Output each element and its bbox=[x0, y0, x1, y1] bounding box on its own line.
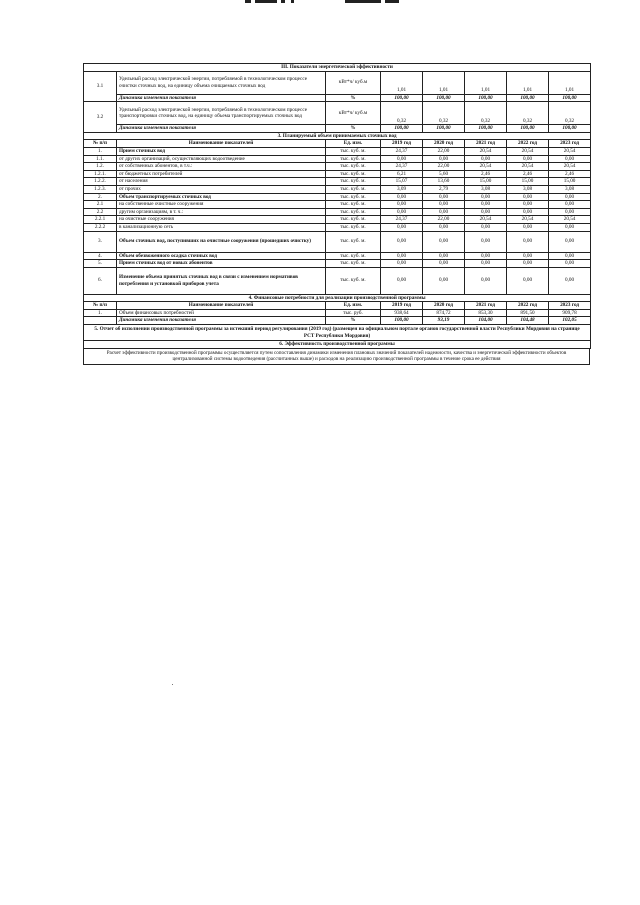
table-row bbox=[84, 193, 591, 201]
header-year: 2020 год bbox=[423, 140, 465, 148]
table-row bbox=[84, 185, 591, 193]
row-value: 0,00 bbox=[423, 208, 465, 216]
row-value: 0,00 bbox=[549, 208, 591, 216]
section6-text: Расчет эффективности производственной программы осуществляется путем сопоставления динамики изменения плановых значений показателей надежности, качества и энергетической эффективности объектов централизованной системы водоотведения (рассчитанных выше) и расходов на реализацию производственной программы в течение срока ее действия bbox=[83, 349, 590, 365]
dynamics-label: Динамика изменения показателя bbox=[117, 94, 326, 102]
row-value: 104,00 bbox=[465, 317, 507, 325]
header-year: 2021 год bbox=[465, 302, 507, 310]
row-name: Удельный расход электрической энергии, потребляемой в технологическом процессе очистки сточных вод, на единицу объема очищаемых сточных вод bbox=[117, 71, 326, 94]
row-value: 853,30 bbox=[465, 309, 507, 317]
row-value: 100,00 bbox=[465, 94, 507, 102]
row-value: 22,00 bbox=[423, 163, 465, 171]
table-row bbox=[84, 317, 591, 325]
row-value: 3,09 bbox=[381, 185, 423, 193]
header-num: № п/п bbox=[84, 140, 117, 148]
header-year: 2022 год bbox=[507, 302, 549, 310]
row-number: 1.2.3. bbox=[84, 185, 117, 193]
row-value: 0,00 bbox=[465, 231, 507, 252]
row-number: 6. bbox=[84, 267, 117, 294]
row-unit: тыс. куб. м. bbox=[326, 231, 381, 252]
row-unit: тыс. куб. м. bbox=[326, 201, 381, 209]
row-unit: тыс. куб. м. bbox=[326, 163, 381, 171]
row-value: 0,00 bbox=[381, 193, 423, 201]
row-name: Прием сточных вод от новых абонентов bbox=[117, 260, 326, 268]
row-value: 0,00 bbox=[465, 155, 507, 163]
section-title: 3. Планируемый объем принимаемых сточных вод bbox=[84, 133, 591, 140]
header-year: 2019 год bbox=[381, 302, 423, 310]
row-unit: тыс. куб. м. bbox=[326, 223, 381, 231]
row-number: 2.2 bbox=[84, 208, 117, 216]
row-value: 0,00 bbox=[381, 231, 423, 252]
row-value: 3,08 bbox=[507, 185, 549, 193]
row-value: 20,54 bbox=[549, 216, 591, 224]
scan-artifact bbox=[245, 0, 405, 4]
header-year: 2020 год bbox=[423, 302, 465, 310]
row-value: 20,54 bbox=[549, 147, 591, 155]
document-page bbox=[83, 63, 590, 365]
row-unit: тыс. куб. м. bbox=[326, 193, 381, 201]
row-unit: кВт*ч/ куб.м bbox=[326, 71, 381, 94]
row-value: 0,00 bbox=[549, 260, 591, 268]
row-value: 0,00 bbox=[381, 223, 423, 231]
section-title: 4. Финансовые потребности для реализации производственной программы bbox=[84, 295, 591, 302]
header-num: № п/п bbox=[84, 302, 117, 310]
row-value: 1,01 bbox=[423, 71, 465, 94]
table-row bbox=[84, 94, 591, 102]
header-name: Наименование показателей bbox=[117, 140, 326, 148]
row-value: 22,00 bbox=[423, 216, 465, 224]
row-value: 100,00 bbox=[381, 94, 423, 102]
row-number: 2.2.2 bbox=[84, 223, 117, 231]
row-name: Изменение объема принятых сточных вод в связи с изменением нормативов потребления и установкой приборов учета bbox=[117, 267, 326, 294]
row-value: 0,00 bbox=[507, 231, 549, 252]
row-number: 3.1 bbox=[84, 71, 117, 102]
row-name: от прочих bbox=[117, 185, 326, 193]
row-value: 0,00 bbox=[465, 267, 507, 294]
row-value: 0,00 bbox=[381, 260, 423, 268]
row-value: 22,00 bbox=[423, 147, 465, 155]
row-value: 0,32 bbox=[381, 102, 423, 125]
header-unit: Ед. изм. bbox=[326, 302, 381, 310]
row-value: 100,00 bbox=[507, 94, 549, 102]
row-value: 20,54 bbox=[465, 163, 507, 171]
dynamics-label: Динамика изменения показателя bbox=[117, 125, 326, 133]
row-value: 0,00 bbox=[423, 260, 465, 268]
row-value: 0,32 bbox=[423, 102, 465, 125]
row-number: 1. bbox=[84, 147, 117, 155]
row-value: 0,00 bbox=[465, 208, 507, 216]
row-value: 0,00 bbox=[549, 193, 591, 201]
row-unit: тыс. куб. м. bbox=[326, 267, 381, 294]
header-year: 2023 год bbox=[549, 302, 591, 310]
row-value: 0,00 bbox=[423, 201, 465, 209]
table-row bbox=[84, 231, 591, 252]
row-value: 100,00 bbox=[465, 125, 507, 133]
row-value: 0,00 bbox=[381, 252, 423, 260]
row-unit: % bbox=[326, 125, 381, 133]
row-value: 0,00 bbox=[549, 252, 591, 260]
row-value: 0,00 bbox=[549, 267, 591, 294]
row-unit: % bbox=[326, 94, 381, 102]
row-value: 0,00 bbox=[381, 208, 423, 216]
header-unit: Ед. изм. bbox=[326, 140, 381, 148]
row-name: Прием сточных вод bbox=[117, 147, 326, 155]
row-value: 938,64 bbox=[381, 309, 423, 317]
row-value: 100,00 bbox=[381, 317, 423, 325]
row-value: 0,00 bbox=[465, 252, 507, 260]
row-value: 24,37 bbox=[381, 216, 423, 224]
row-unit: тыс. куб. м. bbox=[326, 155, 381, 163]
row-value: 15,00 bbox=[507, 178, 549, 186]
row-value: 5,60 bbox=[423, 170, 465, 178]
table-row bbox=[84, 178, 591, 186]
row-name: Объем транспортируемых сточных вод bbox=[117, 193, 326, 201]
row-value: 891,50 bbox=[507, 309, 549, 317]
row-value: 0,00 bbox=[465, 223, 507, 231]
row-number: 3.2 bbox=[84, 102, 117, 133]
row-value: 909,78 bbox=[549, 309, 591, 317]
row-value: 100,00 bbox=[423, 125, 465, 133]
row-value: 24,37 bbox=[381, 163, 423, 171]
section-title: 6. Эффективность производственной программы bbox=[84, 341, 591, 349]
header-year: 2023 год bbox=[549, 140, 591, 148]
table-row bbox=[84, 309, 591, 317]
row-value: 0,00 bbox=[507, 201, 549, 209]
row-value: 104,48 bbox=[507, 317, 549, 325]
row-number: 2.1 bbox=[84, 201, 117, 209]
table-row bbox=[84, 201, 591, 209]
row-value: 24,37 bbox=[381, 147, 423, 155]
row-value: 0,32 bbox=[549, 102, 591, 125]
row-value: 0,00 bbox=[507, 223, 549, 231]
row-value: 0,00 bbox=[549, 155, 591, 163]
row-value: 6,21 bbox=[381, 170, 423, 178]
row-value: 15,00 bbox=[549, 178, 591, 186]
table-row bbox=[84, 163, 591, 171]
row-name: Объем сточных вод, поступивших на очистные сооружения (прошедших очистку) bbox=[117, 231, 326, 252]
row-value: 0,00 bbox=[549, 231, 591, 252]
row-name: на очистные сооружения bbox=[117, 216, 326, 224]
row-name: от бюджетных потребителей bbox=[117, 170, 326, 178]
row-value: 3,08 bbox=[549, 185, 591, 193]
table-row bbox=[84, 102, 591, 125]
header-year: 2019 год bbox=[381, 140, 423, 148]
table-row bbox=[84, 252, 591, 260]
row-unit: тыс. куб. м. bbox=[326, 252, 381, 260]
row-value: 0,00 bbox=[507, 208, 549, 216]
row-unit: кВт*ч/ куб.м bbox=[326, 102, 381, 125]
row-value: 2,79 bbox=[423, 185, 465, 193]
row-name: на собственные очистные сооружения bbox=[117, 201, 326, 209]
row-value: 100,00 bbox=[381, 125, 423, 133]
row-value: 0,00 bbox=[507, 267, 549, 294]
row-value: 100,00 bbox=[549, 125, 591, 133]
row-value: 13,60 bbox=[423, 178, 465, 186]
row-value: 20,54 bbox=[507, 163, 549, 171]
energy-table bbox=[83, 63, 591, 133]
row-name: другим организациям, в т. ч.: bbox=[117, 208, 326, 216]
row-value: 0,00 bbox=[507, 252, 549, 260]
row-name: Удельный расход электрической энергии, потребляемой в технологическом процессе транспортировки сточных вод, на единицу объема транспортируемых сточных вод bbox=[117, 102, 326, 125]
row-value: 0,32 bbox=[507, 102, 549, 125]
row-value: 1,01 bbox=[381, 71, 423, 94]
row-value: 15,07 bbox=[381, 178, 423, 186]
row-value: 0,00 bbox=[507, 260, 549, 268]
row-value: 100,00 bbox=[507, 125, 549, 133]
row-value: 20,54 bbox=[507, 147, 549, 155]
row-number: 1.1. bbox=[84, 155, 117, 163]
section5-report: 5. Отчет об исполнении производственной программы за истекший период регулирования (2019 год) (размещен на официальном портале органов государственной власти Республики Мордовия на странице РСТ Республики Мордовия) bbox=[84, 325, 591, 341]
row-name: от населения bbox=[117, 178, 326, 186]
table-row bbox=[84, 147, 591, 155]
row-unit: тыс. куб. м. bbox=[326, 178, 381, 186]
row-value: 0,00 bbox=[465, 201, 507, 209]
row-number: 1. bbox=[84, 309, 117, 317]
row-unit: тыс. руб. bbox=[326, 309, 381, 317]
row-value: 93,19 bbox=[423, 317, 465, 325]
row-value: 0,00 bbox=[465, 193, 507, 201]
row-number: 4. bbox=[84, 252, 117, 260]
row-value: 0,00 bbox=[423, 267, 465, 294]
row-value: 15,00 bbox=[465, 178, 507, 186]
row-unit: тыс. куб. м. bbox=[326, 208, 381, 216]
row-name: Объем обезвоженного осадка сточных вод bbox=[117, 252, 326, 260]
row-value: 0,00 bbox=[381, 155, 423, 163]
row-number: 5. bbox=[84, 260, 117, 268]
row-value: 0,00 bbox=[423, 231, 465, 252]
row-value: 20,54 bbox=[465, 216, 507, 224]
row-name: от собственных абонентов, в т.ч.: bbox=[117, 163, 326, 171]
table-row bbox=[84, 125, 591, 133]
row-value: 3,08 bbox=[465, 185, 507, 193]
row-unit: тыс. куб. м. bbox=[326, 147, 381, 155]
table-row bbox=[84, 216, 591, 224]
row-number: 1.2. bbox=[84, 163, 117, 171]
row-number: 2. bbox=[84, 193, 117, 201]
table-row bbox=[84, 170, 591, 178]
header-year: 2022 год bbox=[507, 140, 549, 148]
row-value: 20,54 bbox=[465, 147, 507, 155]
table-row bbox=[84, 155, 591, 163]
finance-table bbox=[83, 295, 591, 349]
table-row bbox=[84, 267, 591, 294]
table-row bbox=[84, 260, 591, 268]
row-number bbox=[84, 317, 117, 325]
header-year: 2021 год bbox=[465, 140, 507, 148]
table-row bbox=[84, 208, 591, 216]
row-unit: тыс. куб. м. bbox=[326, 260, 381, 268]
row-value: 0,00 bbox=[381, 267, 423, 294]
row-value: 0,00 bbox=[423, 193, 465, 201]
table-row bbox=[84, 223, 591, 231]
row-value: 0,32 bbox=[465, 102, 507, 125]
row-value: 0,00 bbox=[423, 223, 465, 231]
row-name: от других организаций, осуществляющих водоотведение bbox=[117, 155, 326, 163]
row-value: 102,05 bbox=[549, 317, 591, 325]
table-row bbox=[84, 71, 591, 94]
row-value: 20,54 bbox=[507, 216, 549, 224]
row-value: 2,46 bbox=[507, 170, 549, 178]
row-value: 20,54 bbox=[549, 163, 591, 171]
row-number: 1.2.1. bbox=[84, 170, 117, 178]
row-value: 0,00 bbox=[507, 193, 549, 201]
planned-volume-table bbox=[83, 133, 591, 295]
row-value: 0,00 bbox=[507, 155, 549, 163]
row-name: Объем финансовых потребностей bbox=[117, 309, 326, 317]
row-value: 1,01 bbox=[465, 71, 507, 94]
row-value: 2,46 bbox=[549, 170, 591, 178]
row-value: 2,46 bbox=[465, 170, 507, 178]
row-unit: тыс. куб. м. bbox=[326, 170, 381, 178]
row-value: 0,00 bbox=[549, 223, 591, 231]
section-title: III. Показатели энергетической эффективности bbox=[84, 64, 591, 72]
row-value: 0,00 bbox=[549, 201, 591, 209]
row-value: 1,01 bbox=[549, 71, 591, 94]
row-value: 0,00 bbox=[423, 252, 465, 260]
row-value: 0,00 bbox=[381, 201, 423, 209]
row-unit: % bbox=[326, 317, 381, 325]
row-value: 0,00 bbox=[465, 260, 507, 268]
row-number: 2.2.1 bbox=[84, 216, 117, 224]
row-value: 1,01 bbox=[507, 71, 549, 94]
row-name: Динамика изменения показателя bbox=[117, 317, 326, 325]
header-name: Наименование показателей bbox=[117, 302, 326, 310]
row-value: 100,00 bbox=[423, 94, 465, 102]
scan-speck bbox=[172, 684, 173, 685]
row-name: в канализационную сеть bbox=[117, 223, 326, 231]
row-value: 0,00 bbox=[423, 155, 465, 163]
row-value: 100,00 bbox=[549, 94, 591, 102]
row-number: 3. bbox=[84, 231, 117, 252]
row-unit: тыс. куб. м. bbox=[326, 216, 381, 224]
row-number: 1.2.2. bbox=[84, 178, 117, 186]
row-unit: тыс. куб. м. bbox=[326, 185, 381, 193]
row-value: 874,72 bbox=[423, 309, 465, 317]
